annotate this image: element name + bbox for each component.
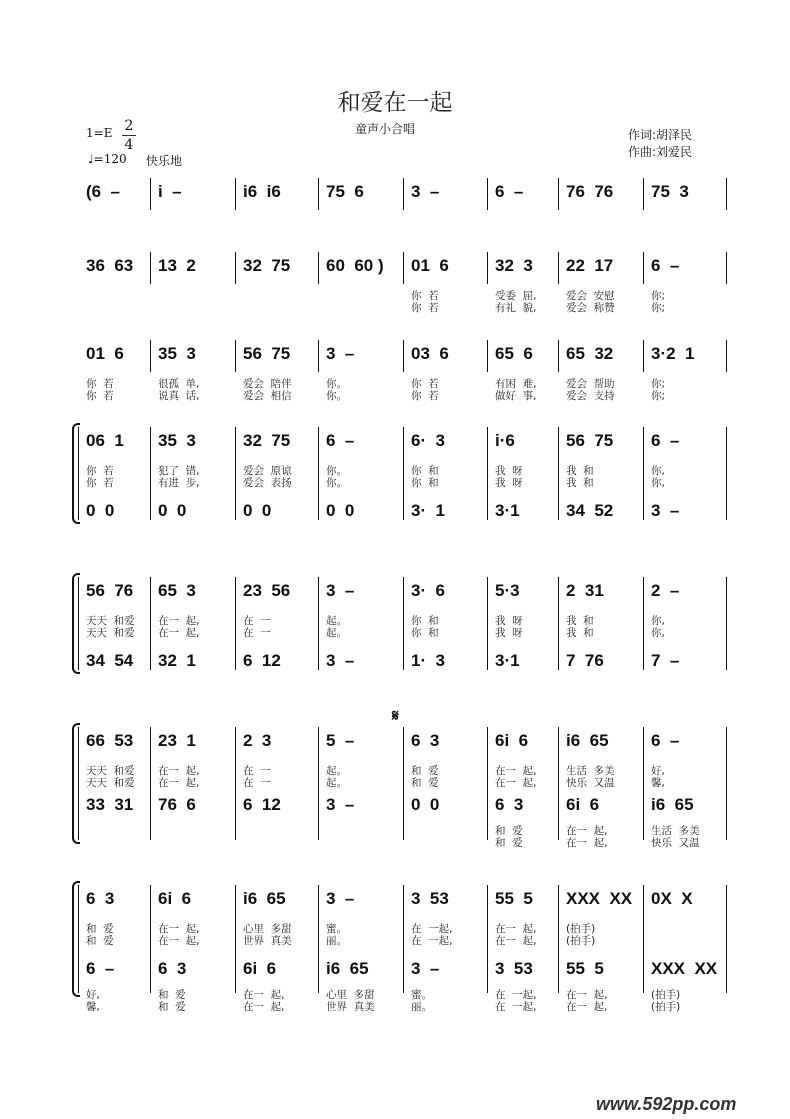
melody-measure: 6 3 (411, 731, 440, 750)
lyrics-verse-2: 做好 事, (495, 390, 537, 402)
barline (726, 427, 727, 520)
barline (558, 178, 559, 210)
lyrics-verse-1: 好, (651, 765, 665, 777)
lyrics-verse-2: 你 若 (86, 390, 114, 402)
lyrics-verse-2: 起。 (326, 627, 347, 639)
lyrics-verse-2: (拍手) (566, 935, 596, 947)
harmony-measure: 7 – (651, 651, 680, 670)
melody-measure: 32 75 (243, 431, 291, 450)
barline (558, 577, 559, 670)
lyrics-verse-1: 犯了 错, (158, 465, 200, 477)
melody-measure: 5 – (326, 731, 355, 750)
barline (403, 178, 404, 210)
lyrics-verse-1: 你 若 (411, 378, 439, 390)
melody-measure: 35 3 (158, 431, 196, 450)
harmony-lyrics-1: 在 一起, (495, 989, 537, 1001)
barline (78, 577, 79, 670)
melody-measure: 3 – (326, 581, 355, 600)
lyrics-verse-1: 你。 (326, 465, 347, 477)
harmony-measure: 3 – (411, 959, 440, 978)
lyrics-verse-2: 有礼 貌, (495, 302, 537, 314)
melody-measure: i – (158, 182, 182, 201)
lyrics-verse-2: 起。 (326, 777, 347, 789)
time-signature-line (122, 135, 136, 136)
lyrics-verse-1: 我 和 (566, 465, 594, 477)
barline (643, 577, 644, 670)
barline (78, 885, 79, 993)
melody-measure: 5·3 (495, 581, 520, 600)
harmony-measure: 3 – (651, 501, 680, 520)
melody-measure: 01 6 (86, 344, 124, 363)
lyrics-verse-2: 在一 起, (158, 935, 200, 947)
melody-measure: 6· 3 (411, 431, 446, 450)
harmony-measure: 6 3 (495, 795, 524, 814)
harmony-measure: 3 53 (495, 959, 533, 978)
melody-measure: 75 3 (651, 182, 689, 201)
harmony-lyrics-2: 和 爱 (158, 1001, 186, 1013)
lyrics-verse-1: 很孤 单, (158, 378, 200, 390)
melody-measure: 65 3 (158, 581, 196, 600)
melody-measure: XXX XX (566, 889, 633, 908)
barline (318, 727, 319, 840)
melody-measure: 23 1 (158, 731, 196, 750)
harmony-lyrics-2: 馨, (86, 1001, 100, 1013)
tempo-mark: ♩=120 (88, 152, 127, 166)
barline (78, 727, 79, 840)
melody-measure: 6 – (651, 731, 680, 750)
lyrics-verse-2: 在一 起, (495, 777, 537, 789)
melody-measure: 66 53 (86, 731, 134, 750)
harmony-lyrics-2: 在一 起, (566, 837, 608, 849)
lyrics-verse-2: 你 和 (411, 477, 439, 489)
harmony-measure: 1· 3 (411, 651, 446, 670)
lyrics-verse-2: 我 和 (566, 627, 594, 639)
system-chorus-3 (0, 727, 790, 852)
melody-measure: 6 – (495, 182, 524, 201)
barline (726, 727, 727, 840)
melody-measure: 65 6 (495, 344, 533, 363)
lyrics-verse-1: 你 若 (86, 378, 114, 390)
barline (235, 885, 236, 993)
lyrics-verse-2: 在一 起, (158, 627, 200, 639)
melody-measure: 56 75 (566, 431, 614, 450)
lyrics-verse-2: 馨, (651, 777, 665, 789)
lyrics-verse-1: 你 和 (411, 465, 439, 477)
system-chorus-1 (0, 427, 790, 532)
melody-measure: i·6 (495, 431, 515, 450)
lyrics-verse-2: 天天 和爱 (86, 627, 135, 639)
barline (318, 252, 319, 284)
melody-measure: i6 i6 (243, 182, 281, 201)
harmony-lyrics-2: 和 爱 (495, 837, 523, 849)
barline (403, 340, 404, 372)
melody-measure: 56 76 (86, 581, 134, 600)
lyrics-verse-1: 天天 和爱 (86, 765, 135, 777)
lyrics-verse-2: 爱会 表扬 (243, 477, 292, 489)
lyrics-verse-1: 你 若 (86, 465, 114, 477)
lyrics-verse-2: 在一 起, (158, 777, 200, 789)
harmony-lyrics-2: 丽。 (411, 1001, 432, 1013)
harmony-measure: 6 12 (243, 795, 281, 814)
lyrics-verse-1: 在 一 (243, 615, 271, 627)
harmony-measure: 0 0 (326, 501, 355, 520)
lyrics-verse-1: 在一 起, (158, 923, 200, 935)
barline (235, 427, 236, 520)
key-signature: 1=E (86, 126, 113, 140)
lyrics-verse-2: 世界 真美 (243, 935, 292, 947)
barline (235, 577, 236, 670)
melody-measure: 3 – (326, 344, 355, 363)
barline (487, 427, 488, 520)
harmony-measure: 6 – (86, 959, 115, 978)
lyrics-verse-1: 爱会 帮助 (566, 378, 615, 390)
barline (558, 885, 559, 993)
lyrics-verse-2: 快乐 又温 (566, 777, 615, 789)
harmony-measure: 3·1 (495, 651, 520, 670)
harmony-measure: 0 0 (158, 501, 187, 520)
barline (150, 340, 151, 372)
melody-measure: 36 63 (86, 256, 134, 275)
melody-measure: 56 75 (243, 344, 291, 363)
harmony-lyrics-1: 生活 多美 (651, 825, 700, 837)
melody-measure: 23 56 (243, 581, 291, 600)
lyrics-verse-1: 起。 (326, 765, 347, 777)
lyrics-verse-1: 爱会 原谅 (243, 465, 292, 477)
harmony-measure: 33 31 (86, 795, 134, 814)
system-chorus-2 (0, 577, 790, 682)
melody-measure: 32 3 (495, 256, 533, 275)
lyrics-verse-1: 起。 (326, 615, 347, 627)
lyrics-verse-1: 你 和 (411, 615, 439, 627)
melody-measure: 6 – (651, 431, 680, 450)
harmony-measure: XXX XX (651, 959, 718, 978)
melody-measure: 0X X (651, 889, 693, 908)
melody-measure: 2 3 (243, 731, 272, 750)
time-signature-top: 2 (124, 118, 134, 134)
lyrics-verse-2: 天天 和爱 (86, 777, 135, 789)
lyrics-verse-2: 你 若 (411, 302, 439, 314)
lyrics-verse-1: 我 呀 (495, 465, 523, 477)
lyrics-verse-2: 我 呀 (495, 477, 523, 489)
harmony-lyrics-1: 在一 起, (243, 989, 285, 1001)
barline (150, 727, 151, 840)
barline (558, 427, 559, 520)
lyrics-verse-2: 你; (651, 390, 666, 402)
barline (318, 577, 319, 670)
barline (78, 427, 79, 520)
composer: 作曲:刘爱民 (628, 145, 693, 159)
harmony-measure: 7 76 (566, 651, 604, 670)
harmony-measure: 6 3 (158, 959, 187, 978)
lyrics-verse-1: 你; (651, 290, 666, 302)
lyrics-verse-2: 在 一 (243, 777, 271, 789)
lyrics-verse-2: 你; (651, 302, 666, 314)
barline (643, 178, 644, 210)
melody-measure: 76 76 (566, 182, 614, 201)
time-signature-bottom: 4 (124, 137, 134, 153)
harmony-lyrics-1: 好, (86, 989, 100, 1001)
lyrics-verse-2: 你 和 (411, 627, 439, 639)
barline (726, 577, 727, 670)
barline (487, 340, 488, 372)
barline (403, 727, 404, 840)
melody-measure: 3·2 1 (651, 344, 695, 363)
lyrics-verse-1: 你, (651, 615, 665, 627)
barline (150, 885, 151, 993)
lyrics-verse-1: 蜜。 (326, 923, 347, 935)
barline (643, 340, 644, 372)
lyrics-verse-1: 在一 起, (158, 765, 200, 777)
harmony-lyrics-2: 在一 起, (566, 1001, 608, 1013)
lyrics-verse-2: 你, (651, 477, 665, 489)
lyrics-verse-1: 和 爱 (86, 923, 114, 935)
barline (558, 252, 559, 284)
harmony-lyrics-2: 快乐 又温 (651, 837, 700, 849)
barline (558, 727, 559, 840)
barline (487, 885, 488, 993)
melody-measure: 35 3 (158, 344, 196, 363)
barline (150, 577, 151, 670)
system-intro-1 (0, 178, 790, 208)
lyrics-verse-2: 有进 步, (158, 477, 200, 489)
melody-measure: 3 53 (411, 889, 449, 908)
lyrics-verse-1: 我 和 (566, 615, 594, 627)
lyrics-verse-1: 在 一起, (411, 923, 453, 935)
lyrics-verse-2: 爱会 支持 (566, 390, 615, 402)
lyrics-verse-1: 和 爱 (411, 765, 439, 777)
melody-measure: 2 – (651, 581, 680, 600)
melody-measure: 32 75 (243, 256, 291, 275)
harmony-lyrics-2: 在一 起, (243, 1001, 285, 1013)
lyrics-verse-2: 在 一 (243, 627, 271, 639)
barline (643, 885, 644, 993)
melody-measure: 65 32 (566, 344, 614, 363)
barline (235, 252, 236, 284)
lyrics-verse-2: 爱会 相信 (243, 390, 292, 402)
melody-measure: 6i 6 (495, 731, 529, 750)
barline (235, 727, 236, 840)
barline (318, 885, 319, 993)
lyrics-verse-2: 丽。 (326, 935, 347, 947)
lyrics-verse-1: 天天 和爱 (86, 615, 135, 627)
lyrics-verse-1: 爱会 陪伴 (243, 378, 292, 390)
harmony-measure: 0 0 (243, 501, 272, 520)
lyrics-verse-1: 受委 屈, (495, 290, 537, 302)
barline (235, 340, 236, 372)
barline (487, 727, 488, 840)
lyrics-verse-1: 在一 起, (158, 615, 200, 627)
melody-measure: 03 6 (411, 344, 449, 363)
barline (150, 178, 151, 210)
expression-mark: 快乐地 (146, 154, 183, 168)
harmony-measure: 6i 6 (243, 959, 277, 978)
harmony-measure: 3· 1 (411, 501, 446, 520)
barline (643, 727, 644, 840)
watermark: www.592pp.com (596, 1094, 737, 1114)
lyrics-verse-1: (拍手) (566, 923, 596, 935)
lyrics-verse-2: 在一 起, (495, 935, 537, 947)
lyrics-verse-1: 在 一 (243, 765, 271, 777)
harmony-measure: 32 1 (158, 651, 196, 670)
barline (726, 885, 727, 993)
barline (726, 340, 727, 372)
harmony-measure: 0 0 (411, 795, 440, 814)
barline (726, 252, 727, 284)
harmony-measure: 55 5 (566, 959, 604, 978)
lyrics-verse-2: 和 爱 (86, 935, 114, 947)
harmony-lyrics-2: 在 一起, (495, 1001, 537, 1013)
barline (403, 427, 404, 520)
barline (150, 427, 151, 520)
lyrics-verse-2: 爱会 称赞 (566, 302, 615, 314)
lyrics-verse-1: 你; (651, 378, 666, 390)
harmony-measure: 0 0 (86, 501, 115, 520)
harmony-lyrics-1: 蜜。 (411, 989, 432, 1001)
barline (318, 427, 319, 520)
harmony-lyrics-1: 和 爱 (495, 825, 523, 837)
barline (643, 252, 644, 284)
lyrics-verse-2: 你。 (326, 477, 347, 489)
harmony-lyrics-1: 和 爱 (158, 989, 186, 1001)
harmony-measure: 6i 6 (566, 795, 600, 814)
melody-measure: 55 5 (495, 889, 533, 908)
melody-measure: 2 31 (566, 581, 604, 600)
system-chorus-4 (0, 885, 790, 1013)
lyrics-verse-2: 和 爱 (411, 777, 439, 789)
harmony-lyrics-1: 在一 起, (566, 989, 608, 1001)
barline (150, 252, 151, 284)
melody-measure: 6 – (651, 256, 680, 275)
harmony-measure: 3·1 (495, 501, 520, 520)
lyrics-verse-1: 你, (651, 465, 665, 477)
lyrics-verse-2: 说真 话, (158, 390, 200, 402)
barline (403, 885, 404, 993)
barline (487, 577, 488, 670)
lyrics-verse-1: 我 呀 (495, 615, 523, 627)
harmony-lyrics-2: (拍手) (651, 1001, 681, 1013)
lyrics-verse-2: 你 若 (411, 390, 439, 402)
system-intro-2-verse (0, 252, 790, 312)
harmony-measure: 3 – (326, 795, 355, 814)
credits (628, 127, 692, 161)
lyrics-verse-1: 在一 起, (495, 765, 537, 777)
barline (318, 340, 319, 372)
melody-measure: 3 – (326, 889, 355, 908)
barline (487, 252, 488, 284)
harmony-measure: 3 – (326, 651, 355, 670)
lyrics-verse-1: 在一 起, (495, 923, 537, 935)
barline (403, 577, 404, 670)
melody-measure: 75 6 (326, 182, 364, 201)
melody-measure: i6 65 (566, 731, 609, 750)
barline (235, 178, 236, 210)
melody-measure: 13 2 (158, 256, 196, 275)
lyrics-verse-1: 生活 多美 (566, 765, 615, 777)
harmony-measure: 76 6 (158, 795, 196, 814)
harmony-lyrics-2: 世界 真美 (326, 1001, 375, 1013)
melody-measure: i6 65 (243, 889, 286, 908)
lyrics-verse-1: 有困 难, (495, 378, 537, 390)
melody-measure: (6 – (86, 182, 121, 201)
harmony-lyrics-1: 心里 多甜 (326, 989, 375, 1001)
melody-measure: 6 3 (86, 889, 115, 908)
barline (558, 340, 559, 372)
song-subtitle: 童声小合唱 (354, 122, 415, 136)
system-verse-2 (0, 340, 790, 400)
barline (643, 427, 644, 520)
melody-measure: 6i 6 (158, 889, 192, 908)
melody-measure: 01 6 (411, 256, 449, 275)
harmony-measure: i6 65 (651, 795, 694, 814)
harmony-lyrics-1: 在一 起, (566, 825, 608, 837)
barline (403, 252, 404, 284)
time-signature (122, 118, 136, 153)
song-title: 和爱在一起 (337, 90, 453, 116)
melody-measure: 22 17 (566, 256, 614, 275)
segno-icon: 𝄋 (392, 706, 399, 725)
melody-measure: 3· 6 (411, 581, 446, 600)
lyrics-verse-2: 我 呀 (495, 627, 523, 639)
melody-measure: 6 – (326, 431, 355, 450)
lyrics-verse-2: 你 若 (86, 477, 114, 489)
harmony-measure: 6 12 (243, 651, 281, 670)
lyricist: 作词:胡泽民 (628, 128, 693, 142)
barline (726, 178, 727, 210)
harmony-lyrics-1: (拍手) (651, 989, 681, 1001)
lyrics-verse-1: 爱会 安慰 (566, 290, 615, 302)
lyrics-verse-1: 你 若 (411, 290, 439, 302)
harmony-measure: 34 52 (566, 501, 614, 520)
harmony-measure: 34 54 (86, 651, 134, 670)
lyrics-verse-1: 你。 (326, 378, 347, 390)
lyrics-verse-2: 在 一起, (411, 935, 453, 947)
lyrics-verse-2: 你。 (326, 390, 347, 402)
harmony-measure: i6 65 (326, 959, 369, 978)
barline (318, 178, 319, 210)
melody-measure: 06 1 (86, 431, 124, 450)
melody-measure: 60 60 ) (326, 256, 384, 275)
lyrics-verse-1: 心里 多甜 (243, 923, 292, 935)
lyrics-verse-2: 你, (651, 627, 665, 639)
barline (487, 178, 488, 210)
melody-measure: 3 – (411, 182, 440, 201)
lyrics-verse-2: 我 和 (566, 477, 594, 489)
